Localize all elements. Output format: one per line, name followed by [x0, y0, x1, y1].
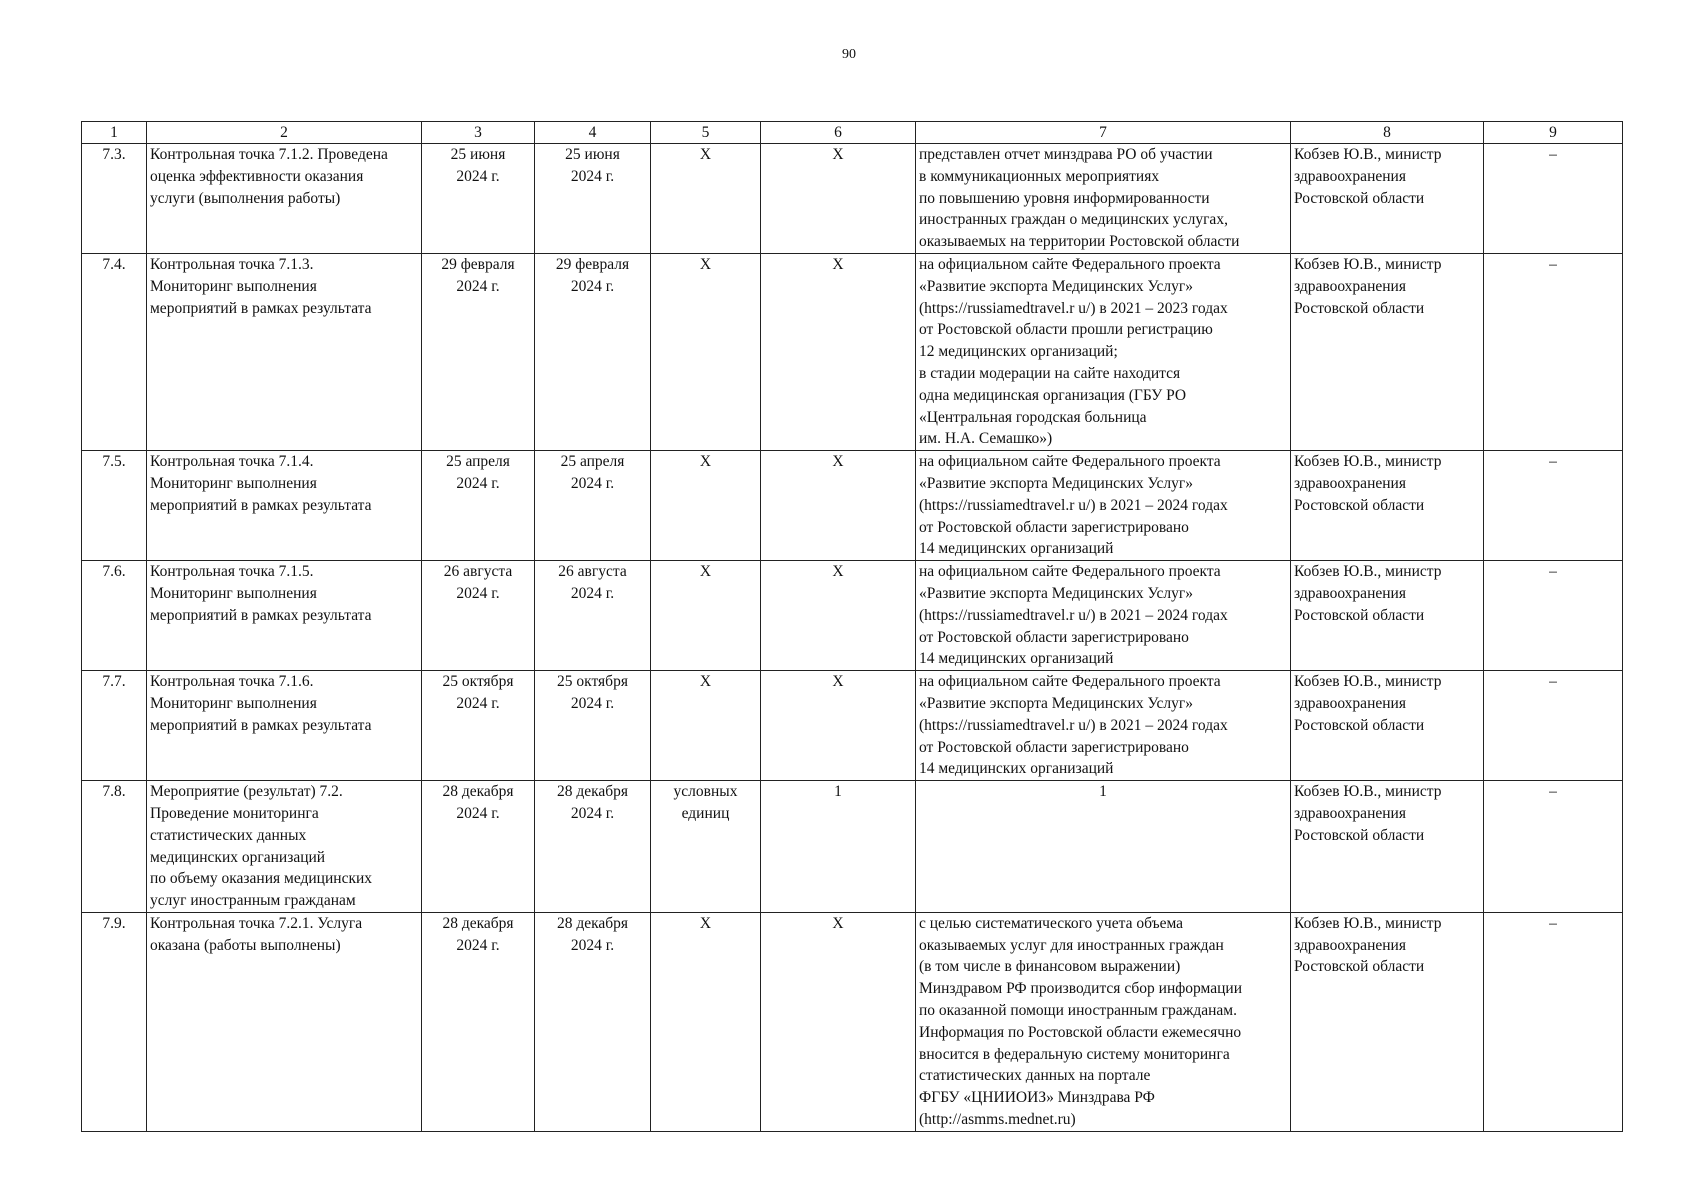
event-name-line: услуг иностранным гражданам [150, 892, 356, 910]
note-text: – [1549, 914, 1557, 932]
result-line: (https://russiamedtravel.r u/) в 2021 – 2024 годах [919, 606, 1228, 624]
result-line: 1 [1099, 783, 1107, 801]
end-date-cell [535, 912, 651, 1131]
end-date-cell [535, 253, 651, 450]
responsible-line: Кобзев Ю.В., министр [1294, 914, 1442, 932]
result-line: вносится в федеральную систему мониторинга [919, 1045, 1230, 1063]
unit-line: условных [673, 783, 738, 801]
result-cell [916, 451, 1291, 561]
event-name-line: Контрольная точка 7.1.6. [150, 673, 314, 691]
responsible-cell [1291, 912, 1484, 1131]
result-line: 14 медицинских организаций [919, 650, 1114, 668]
value-cell [761, 253, 916, 450]
end-date-line: 25 октября [557, 673, 628, 691]
result-line: (в том числе в финансовом выражении) [919, 958, 1181, 976]
row-number: 7.9. [102, 914, 126, 932]
responsible-line: здравоохранения [1294, 804, 1406, 822]
table-row [82, 144, 1623, 254]
event-name-line: мероприятий в рамках результата [150, 606, 372, 624]
value-text: Х [832, 255, 844, 273]
start-date-line: 25 октября [442, 673, 514, 691]
result-line: в коммуникационных мероприятиях [919, 167, 1160, 185]
note-cell [1484, 253, 1623, 450]
column-header: 8 [1291, 122, 1484, 144]
end-date-cell [535, 671, 651, 781]
end-date-cell [535, 781, 651, 913]
value-cell [761, 671, 916, 781]
event-name-line: Контрольная точка 7.1.2. Проведена [150, 146, 388, 163]
event-name-line: услуги (выполнения работы) [150, 189, 341, 207]
note-cell [1484, 671, 1623, 781]
row-number: 7.8. [102, 783, 126, 801]
column-header: 1 [82, 122, 147, 144]
result-line: по оказанной помощи иностранным гражданам. [919, 1002, 1237, 1020]
start-date-line: 28 декабря [442, 914, 514, 932]
responsible-line: здравоохранения [1294, 277, 1406, 295]
end-date-line: 2024 г. [570, 804, 615, 822]
event-name-line: оценка эффективности оказания [150, 167, 364, 185]
result-line: от Ростовской области зарегистрировано [919, 738, 1189, 756]
start-date-cell [422, 144, 535, 254]
end-date-line: 2024 г. [570, 277, 615, 295]
event-name-line: Контрольная точка 7.1.3. [150, 255, 314, 273]
end-date-line: 29 февраля [555, 255, 630, 273]
note-cell [1484, 451, 1623, 561]
note-text: – [1549, 255, 1557, 273]
unit-line: единиц [681, 804, 730, 822]
control-points-table [81, 121, 1623, 1132]
result-cell [916, 912, 1291, 1131]
start-date-line: 2024 г. [456, 694, 500, 712]
value-text: Х [832, 146, 844, 163]
value-cell [761, 451, 916, 561]
result-line: ФГБУ «ЦНИИОИЗ» Минздрава РФ [919, 1089, 1155, 1107]
column-header: 9 [1484, 122, 1623, 144]
event-name-line: Мониторинг выполнения [150, 694, 317, 712]
result-line: от Ростовской области прошли регистрацию [919, 321, 1213, 339]
result-line: «Развитие экспорта Медицинских Услуг» [919, 584, 1194, 602]
note-text: – [1549, 563, 1557, 581]
end-date-line: 26 августа [558, 563, 627, 581]
unit-cell [651, 253, 761, 450]
result-line: Минздравом РФ производится сбор информации [919, 980, 1243, 998]
event-name-cell [147, 671, 422, 781]
table-row [82, 671, 1623, 781]
responsible-line: Кобзев Ю.В., министр [1294, 255, 1442, 273]
row-number-cell [82, 451, 147, 561]
row-number: 7.4. [102, 255, 126, 273]
result-line: оказываемых услуг для иностранных граждан [919, 936, 1224, 954]
start-date-line: 2024 г. [456, 277, 500, 295]
table-body [82, 144, 1623, 1132]
unit-cell [651, 781, 761, 913]
result-line: на официальном сайте Федерального проекта [919, 673, 1221, 691]
responsible-line: Кобзев Ю.В., министр [1294, 453, 1442, 471]
start-date-line: 26 августа [443, 563, 513, 581]
responsible-cell [1291, 671, 1484, 781]
responsible-line: здравоохранения [1294, 167, 1406, 185]
event-name-line: статистических данных [150, 826, 307, 844]
event-name-cell [147, 781, 422, 913]
responsible-line: Ростовской области [1294, 496, 1425, 514]
unit-cell [651, 561, 761, 671]
table-row [82, 253, 1623, 450]
responsible-cell [1291, 253, 1484, 450]
result-cell [916, 671, 1291, 781]
result-line: в стадии модерации на сайте находится [919, 364, 1181, 382]
header-row [82, 122, 1623, 144]
start-date-line: 2024 г. [456, 804, 500, 822]
start-date-line: 2024 г. [456, 584, 500, 602]
event-name-line: мероприятий в рамках результата [150, 716, 372, 734]
responsible-line: Ростовской области [1294, 606, 1425, 624]
end-date-cell [535, 144, 651, 254]
unit-cell [651, 912, 761, 1131]
end-date-line: 2024 г. [570, 694, 615, 712]
responsible-line: здравоохранения [1294, 474, 1406, 492]
start-date-cell [422, 671, 535, 781]
result-line: представлен отчет минздрава РО об участии [919, 146, 1213, 163]
value-cell [761, 781, 916, 913]
result-line: (https://russiamedtravel.r u/) в 2021 – 2024 годах [919, 716, 1228, 734]
unit-line: Х [699, 914, 712, 932]
unit-line: Х [699, 673, 712, 691]
responsible-cell [1291, 561, 1484, 671]
start-date-cell [422, 781, 535, 913]
result-line: от Ростовской области зарегистрировано [919, 628, 1189, 646]
page-number: 90 [842, 47, 856, 62]
row-number-cell [82, 671, 147, 781]
result-line: 14 медицинских организаций [919, 760, 1114, 778]
responsible-line: Ростовской области [1294, 826, 1425, 844]
event-name-cell [147, 451, 422, 561]
responsible-cell [1291, 451, 1484, 561]
end-date-line: 2024 г. [570, 936, 615, 954]
result-line: на официальном сайте Федерального проекта [919, 563, 1221, 581]
responsible-line: Ростовской области [1294, 299, 1425, 317]
row-number: 7.5. [102, 453, 126, 471]
note-cell [1484, 144, 1623, 254]
start-date-line: 2024 г. [456, 167, 500, 185]
result-line: Информация по Ростовской области ежемесячно [919, 1023, 1242, 1041]
start-date-cell [422, 253, 535, 450]
start-date-line: 2024 г. [456, 936, 500, 954]
value-text: Х [832, 914, 844, 932]
note-text: – [1549, 453, 1557, 471]
start-date-cell [422, 451, 535, 561]
end-date-line: 2024 г. [570, 474, 615, 492]
start-date-cell [422, 561, 535, 671]
start-date-line: 28 декабря [442, 783, 514, 801]
note-cell [1484, 561, 1623, 671]
start-date-line: 25 апреля [446, 453, 510, 471]
result-line: «Центральная городская больница [919, 408, 1147, 426]
table-row [82, 451, 1623, 561]
value-text: 1 [834, 783, 842, 801]
row-number: 7.3. [102, 146, 126, 163]
result-line: 12 медицинских организаций; [919, 343, 1118, 361]
result-cell [916, 253, 1291, 450]
result-line: «Развитие экспорта Медицинских Услуг» [919, 277, 1194, 295]
event-name-cell [147, 144, 422, 254]
result-line: «Развитие экспорта Медицинских Услуг» [919, 474, 1194, 492]
column-header: 7 [916, 122, 1291, 144]
unit-line: Х [699, 453, 712, 471]
end-date-line: 2024 г. [570, 584, 615, 602]
result-line: им. Н.А. Семашко») [919, 430, 1053, 448]
result-line: по повышению уровня информированности [919, 189, 1210, 207]
note-cell [1484, 912, 1623, 1131]
event-name-line: Мероприятие (результат) 7.2. [150, 783, 343, 801]
note-cell [1484, 781, 1623, 913]
end-date-line: 28 декабря [556, 783, 629, 801]
result-line: оказываемых на территории Ростовской области [919, 233, 1240, 251]
value-text: Х [832, 453, 844, 471]
result-line: 14 медицинских организаций [919, 540, 1114, 558]
result-cell [916, 781, 1291, 913]
column-header: 2 [147, 122, 422, 144]
value-cell [761, 144, 916, 254]
end-date-line: 2024 г. [570, 167, 615, 185]
start-date-line: 29 февраля [441, 255, 515, 273]
row-number-cell [82, 561, 147, 671]
unit-cell [651, 144, 761, 254]
note-text: – [1549, 146, 1557, 163]
table-row [82, 912, 1623, 1131]
unit-line: Х [699, 563, 712, 581]
result-line: на официальном сайте Федерального проекта [919, 453, 1221, 471]
result-line: на официальном сайте Федерального проекта [919, 255, 1221, 273]
result-line: статистических данных на портале [919, 1067, 1151, 1085]
event-name-line: Мониторинг выполнения [150, 584, 317, 602]
event-name-line: Контрольная точка 7.1.5. [150, 563, 314, 581]
event-name-line: оказана (работы выполнены) [150, 936, 341, 954]
end-date-line: 25 апреля [560, 453, 625, 471]
event-name-cell [147, 561, 422, 671]
responsible-line: здравоохранения [1294, 584, 1406, 602]
responsible-line: здравоохранения [1294, 936, 1406, 954]
value-cell [761, 561, 916, 671]
event-name-line: Контрольная точка 7.2.1. Услуга [150, 914, 363, 932]
value-text: Х [832, 563, 844, 581]
end-date-line: 28 декабря [556, 914, 629, 932]
row-number-cell [82, 253, 147, 450]
result-line: «Развитие экспорта Медицинских Услуг» [919, 694, 1194, 712]
responsible-line: Ростовской области [1294, 958, 1425, 976]
unit-cell [651, 671, 761, 781]
result-cell [916, 561, 1291, 671]
responsible-line: здравоохранения [1294, 694, 1406, 712]
note-text: – [1549, 673, 1557, 691]
row-number-cell [82, 781, 147, 913]
row-number-cell [82, 144, 147, 254]
responsible-line: Кобзев Ю.В., министр [1294, 146, 1442, 163]
row-number: 7.7. [102, 673, 126, 691]
event-name-line: Мониторинг выполнения [150, 474, 317, 492]
event-name-line: Проведение мониторинга [150, 804, 319, 822]
start-date-line: 2024 г. [456, 474, 500, 492]
column-header: 4 [535, 122, 651, 144]
end-date-cell [535, 451, 651, 561]
table-row [82, 561, 1623, 671]
end-date-line: 25 июня [565, 146, 620, 163]
responsible-cell [1291, 144, 1484, 254]
unit-line: Х [699, 255, 712, 273]
unit-line: Х [699, 146, 712, 163]
result-line: (https://russiamedtravel.r u/) в 2021 – 2023 годах [919, 299, 1228, 317]
responsible-line: Кобзев Ю.В., министр [1294, 783, 1442, 801]
responsible-line: Ростовской области [1294, 716, 1425, 734]
result-cell [916, 144, 1291, 254]
result-line: от Ростовской области зарегистрировано [919, 518, 1189, 536]
result-line: (http://asmms.mednet.ru) [919, 1111, 1076, 1129]
column-header: 3 [422, 122, 535, 144]
column-header: 6 [761, 122, 916, 144]
start-date-line: 25 июня [450, 146, 506, 163]
event-name-line: медицинских организаций [150, 848, 326, 866]
end-date-cell [535, 561, 651, 671]
row-number-cell [82, 912, 147, 1131]
event-name-line: по объему оказания медицинских [150, 870, 373, 888]
unit-cell [651, 451, 761, 561]
start-date-cell [422, 912, 535, 1131]
responsible-line: Ростовской области [1294, 189, 1425, 207]
event-name-line: мероприятий в рамках результата [150, 299, 372, 317]
responsible-line: Кобзев Ю.В., министр [1294, 673, 1442, 691]
event-name-line: Мониторинг выполнения [150, 277, 317, 295]
value-cell [761, 912, 916, 1131]
value-text: Х [832, 673, 844, 691]
event-name-line: Контрольная точка 7.1.4. [150, 453, 314, 471]
result-line: (https://russiamedtravel.r u/) в 2021 – 2024 годах [919, 496, 1228, 514]
responsible-line: Кобзев Ю.В., министр [1294, 563, 1442, 581]
result-line: с целью систематического учета объема [919, 914, 1184, 932]
responsible-cell [1291, 781, 1484, 913]
event-name-cell [147, 253, 422, 450]
row-number: 7.6. [102, 563, 126, 581]
table-row [82, 781, 1623, 913]
event-name-line: мероприятий в рамках результата [150, 496, 372, 514]
column-header: 5 [651, 122, 761, 144]
note-text: – [1549, 783, 1557, 801]
result-line: иностранных граждан о медицинских услугах, [919, 211, 1228, 229]
result-line: одна медицинская организация (ГБУ РО [919, 386, 1187, 404]
event-name-cell [147, 912, 422, 1131]
